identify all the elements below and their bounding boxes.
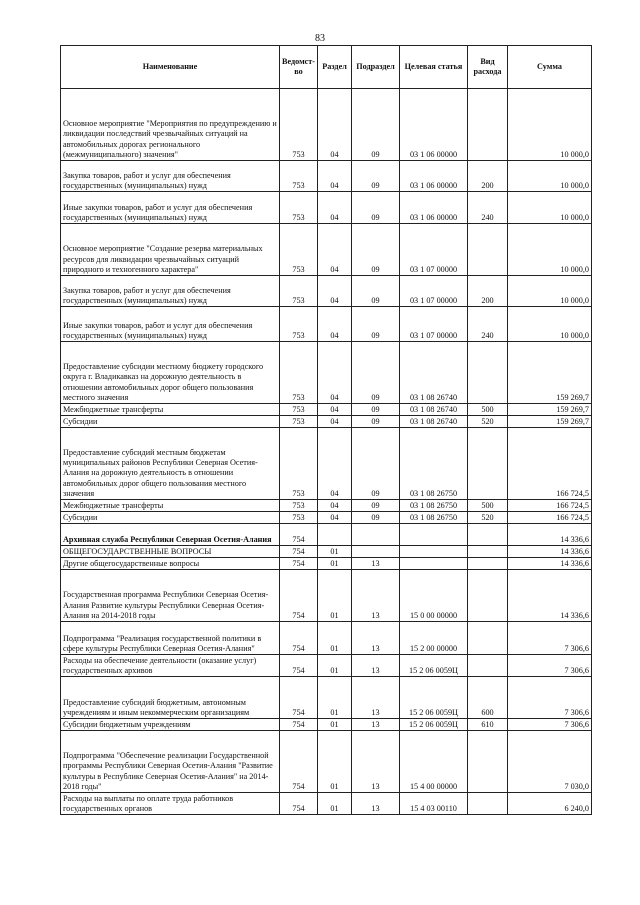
row-dept: 753 — [280, 192, 318, 224]
row-sum: 159 269,7 — [508, 342, 592, 404]
table-row — [61, 731, 592, 793]
table-row — [61, 224, 592, 276]
table-header-row — [61, 46, 592, 89]
row-target: 03 1 07 00000 — [400, 276, 468, 307]
row-sum: 7 306,6 — [508, 677, 592, 719]
row-name: Расходы на выплаты по оплате труда работников государственных органов — [61, 793, 280, 815]
row-sum: 159 269,7 — [508, 416, 592, 428]
row-type — [468, 558, 508, 570]
row-subsection: 13 — [352, 719, 400, 731]
row-subsection: 13 — [352, 793, 400, 815]
row-type — [468, 342, 508, 404]
row-sum: 14 336,6 — [508, 524, 592, 546]
table-row — [61, 655, 592, 677]
row-type: 520 — [468, 512, 508, 524]
row-sum: 14 336,6 — [508, 546, 592, 558]
header-section: Раздел — [318, 46, 352, 89]
row-name: Государственная программа Республики Северная Осетия-Алания Развитие культуры Республики Северная Осетия-Алания на 2014-2018 годы — [61, 570, 280, 622]
row-dept: 754 — [280, 677, 318, 719]
row-subsection: 13 — [352, 731, 400, 793]
row-dept: 754 — [280, 570, 318, 622]
row-sum: 14 336,6 — [508, 558, 592, 570]
row-target: 15 0 00 00000 — [400, 570, 468, 622]
row-target: 03 1 07 00000 — [400, 224, 468, 276]
row-target: 03 1 08 26740 — [400, 342, 468, 404]
row-dept: 753 — [280, 224, 318, 276]
row-sum: 10 000,0 — [508, 192, 592, 224]
header-sum: Сумма — [508, 46, 592, 89]
row-target — [400, 546, 468, 558]
row-type: 610 — [468, 719, 508, 731]
row-name: Закупка товаров, работ и услуг для обеспечения государственных (муниципальных) нужд — [61, 161, 280, 192]
row-target — [400, 524, 468, 546]
row-type — [468, 793, 508, 815]
table-body — [61, 89, 592, 815]
row-target: 15 2 06 0059Ц — [400, 719, 468, 731]
row-name: Закупка товаров, работ и услуг для обеспечения государственных (муниципальных) нужд — [61, 276, 280, 307]
table-row — [61, 677, 592, 719]
row-subsection: 13 — [352, 622, 400, 655]
row-section: 01 — [318, 719, 352, 731]
row-name: Иные закупки товаров, работ и услуг для обеспечения государственных (муниципальных) нужд — [61, 307, 280, 342]
row-section: 04 — [318, 307, 352, 342]
header-name: Наименование — [61, 46, 280, 89]
row-target — [400, 558, 468, 570]
row-name: Архивная служба Республики Северная Осетия-Алания — [61, 524, 280, 546]
row-section: 01 — [318, 546, 352, 558]
row-section: 01 — [318, 731, 352, 793]
row-sum: 6 240,0 — [508, 793, 592, 815]
header-dept: Ведомст-во — [280, 46, 318, 89]
row-dept: 754 — [280, 793, 318, 815]
table-row — [61, 558, 592, 570]
row-name: Расходы на обеспечение деятельности (оказание услуг) государственных архивов — [61, 655, 280, 677]
row-dept: 753 — [280, 307, 318, 342]
row-target: 03 1 06 00000 — [400, 89, 468, 161]
row-subsection — [352, 524, 400, 546]
row-target: 15 4 00 00000 — [400, 731, 468, 793]
row-subsection: 09 — [352, 276, 400, 307]
row-subsection: 09 — [352, 500, 400, 512]
row-sum: 10 000,0 — [508, 89, 592, 161]
row-sum: 10 000,0 — [508, 276, 592, 307]
row-section: 04 — [318, 342, 352, 404]
row-subsection: 09 — [352, 89, 400, 161]
row-subsection: 09 — [352, 512, 400, 524]
row-type: 500 — [468, 500, 508, 512]
row-dept: 754 — [280, 731, 318, 793]
row-section: 04 — [318, 224, 352, 276]
row-section: 04 — [318, 428, 352, 500]
row-section: 04 — [318, 404, 352, 416]
row-name: Предоставление субсидии местному бюджету городского округа г. Владикавказ на дорожную деятельность в отношении автомобильных дорог общего пользования местного значения — [61, 342, 280, 404]
row-name: ОБЩЕГОСУДАРСТВЕННЫЕ ВОПРОСЫ — [61, 546, 280, 558]
table-row — [61, 500, 592, 512]
row-name: Межбюджетные трансферты — [61, 500, 280, 512]
row-dept: 754 — [280, 622, 318, 655]
row-type — [468, 622, 508, 655]
row-dept: 754 — [280, 546, 318, 558]
row-sum: 159 269,7 — [508, 404, 592, 416]
row-sum: 14 336,6 — [508, 570, 592, 622]
row-type — [468, 524, 508, 546]
table-row — [61, 793, 592, 815]
row-type — [468, 89, 508, 161]
row-name: Субсидии бюджетным учреждениям — [61, 719, 280, 731]
table-row — [61, 428, 592, 500]
row-section — [318, 524, 352, 546]
row-type — [468, 224, 508, 276]
row-sum: 7 306,6 — [508, 655, 592, 677]
row-section: 01 — [318, 622, 352, 655]
row-name: Предоставление субсидий местным бюджетам муниципальных районов Республики Северная Осетия-Алания на дорожную деятельность в отношении автомобильных дорог общего пользования местного значения — [61, 428, 280, 500]
row-type — [468, 428, 508, 500]
row-section: 04 — [318, 512, 352, 524]
row-dept: 753 — [280, 416, 318, 428]
table-row — [61, 524, 592, 546]
row-sum: 10 000,0 — [508, 224, 592, 276]
row-subsection: 09 — [352, 428, 400, 500]
row-dept: 754 — [280, 719, 318, 731]
row-name: Основное мероприятие "Создание резерва материальных ресурсов для ликвидации чрезвычайных ситуаций природного и техногенного характера" — [61, 224, 280, 276]
row-name: Другие общегосударственные вопросы — [61, 558, 280, 570]
table-row — [61, 719, 592, 731]
row-target: 15 4 03 00110 — [400, 793, 468, 815]
row-dept: 754 — [280, 524, 318, 546]
row-name: Основное мероприятие "Мероприятия по предупреждению и ликвидации последствий чрезвычайных ситуаций на автомобильных дорогах регионального (межмуниципального) значения" — [61, 89, 280, 161]
header-target: Целевая статья — [400, 46, 468, 89]
row-subsection: 09 — [352, 192, 400, 224]
table-row — [61, 342, 592, 404]
page-number: 83 — [315, 33, 325, 44]
row-name: Подпрограмма "Реализация государственной политики в сфере культуры Республики Северная Осетия-Алания" — [61, 622, 280, 655]
row-section: 01 — [318, 677, 352, 719]
row-subsection: 13 — [352, 570, 400, 622]
table-row — [61, 622, 592, 655]
row-target: 03 1 08 26750 — [400, 512, 468, 524]
row-type — [468, 570, 508, 622]
row-subsection — [352, 546, 400, 558]
row-sum: 7 306,6 — [508, 719, 592, 731]
row-name: Субсидии — [61, 416, 280, 428]
row-target: 15 2 00 00000 — [400, 622, 468, 655]
row-type: 200 — [468, 276, 508, 307]
row-subsection: 09 — [352, 404, 400, 416]
row-sum: 7 030,0 — [508, 731, 592, 793]
row-target: 15 2 06 0059Ц — [400, 677, 468, 719]
table-row — [61, 276, 592, 307]
table-row — [61, 416, 592, 428]
table-row — [61, 570, 592, 622]
row-section: 01 — [318, 655, 352, 677]
row-dept: 753 — [280, 428, 318, 500]
row-type: 500 — [468, 404, 508, 416]
table-row — [61, 512, 592, 524]
row-section: 04 — [318, 161, 352, 192]
row-section: 01 — [318, 793, 352, 815]
header-type: Вид расхода — [468, 46, 508, 89]
table-row — [61, 192, 592, 224]
row-section: 04 — [318, 416, 352, 428]
header-subsection: Подраздел — [352, 46, 400, 89]
row-target: 03 1 07 00000 — [400, 307, 468, 342]
row-target: 03 1 08 26740 — [400, 416, 468, 428]
row-dept: 753 — [280, 89, 318, 161]
row-name: Иные закупки товаров, работ и услуг для обеспечения государственных (муниципальных) нужд — [61, 192, 280, 224]
row-section: 01 — [318, 570, 352, 622]
row-name: Предоставление субсидий бюджетным, автономным учреждениям и иным некоммерческим организациям — [61, 677, 280, 719]
row-dept: 753 — [280, 404, 318, 416]
row-subsection: 13 — [352, 655, 400, 677]
row-target: 03 1 08 26740 — [400, 404, 468, 416]
row-type — [468, 655, 508, 677]
row-name: Подпрограмма "Обеспечение реализации Государственной программы Республики Северная Осетия-Алания "Развитие культуры в Республике Северная Осетия-Алания" на 2014-2018 годы" — [61, 731, 280, 793]
row-dept: 753 — [280, 500, 318, 512]
row-target: 03 1 06 00000 — [400, 161, 468, 192]
budget-table — [60, 45, 592, 815]
row-sum: 7 306,6 — [508, 622, 592, 655]
row-type — [468, 546, 508, 558]
row-type: 520 — [468, 416, 508, 428]
row-sum: 166 724,5 — [508, 512, 592, 524]
row-target: 03 1 08 26750 — [400, 500, 468, 512]
row-dept: 754 — [280, 558, 318, 570]
row-subsection: 09 — [352, 307, 400, 342]
row-section: 04 — [318, 192, 352, 224]
row-section: 04 — [318, 89, 352, 161]
row-dept: 753 — [280, 276, 318, 307]
row-type: 240 — [468, 192, 508, 224]
table-row — [61, 546, 592, 558]
row-section: 01 — [318, 558, 352, 570]
row-target: 03 1 08 26750 — [400, 428, 468, 500]
row-section: 04 — [318, 276, 352, 307]
row-subsection: 13 — [352, 558, 400, 570]
table-row — [61, 89, 592, 161]
row-dept: 753 — [280, 512, 318, 524]
row-type: 200 — [468, 161, 508, 192]
row-dept: 753 — [280, 342, 318, 404]
table-row — [61, 161, 592, 192]
row-name: Субсидии — [61, 512, 280, 524]
table-row — [61, 307, 592, 342]
row-type: 600 — [468, 677, 508, 719]
row-section: 04 — [318, 500, 352, 512]
table-row — [61, 404, 592, 416]
row-subsection: 13 — [352, 677, 400, 719]
row-dept: 753 — [280, 161, 318, 192]
row-sum: 166 724,5 — [508, 500, 592, 512]
row-subsection: 09 — [352, 342, 400, 404]
row-target: 03 1 06 00000 — [400, 192, 468, 224]
row-name: Межбюджетные трансферты — [61, 404, 280, 416]
row-dept: 754 — [280, 655, 318, 677]
row-subsection: 09 — [352, 161, 400, 192]
row-type: 240 — [468, 307, 508, 342]
row-sum: 166 724,5 — [508, 428, 592, 500]
row-type — [468, 731, 508, 793]
row-subsection: 09 — [352, 416, 400, 428]
row-sum: 10 000,0 — [508, 307, 592, 342]
row-sum: 10 000,0 — [508, 161, 592, 192]
row-target: 15 2 06 0059Ц — [400, 655, 468, 677]
row-subsection: 09 — [352, 224, 400, 276]
